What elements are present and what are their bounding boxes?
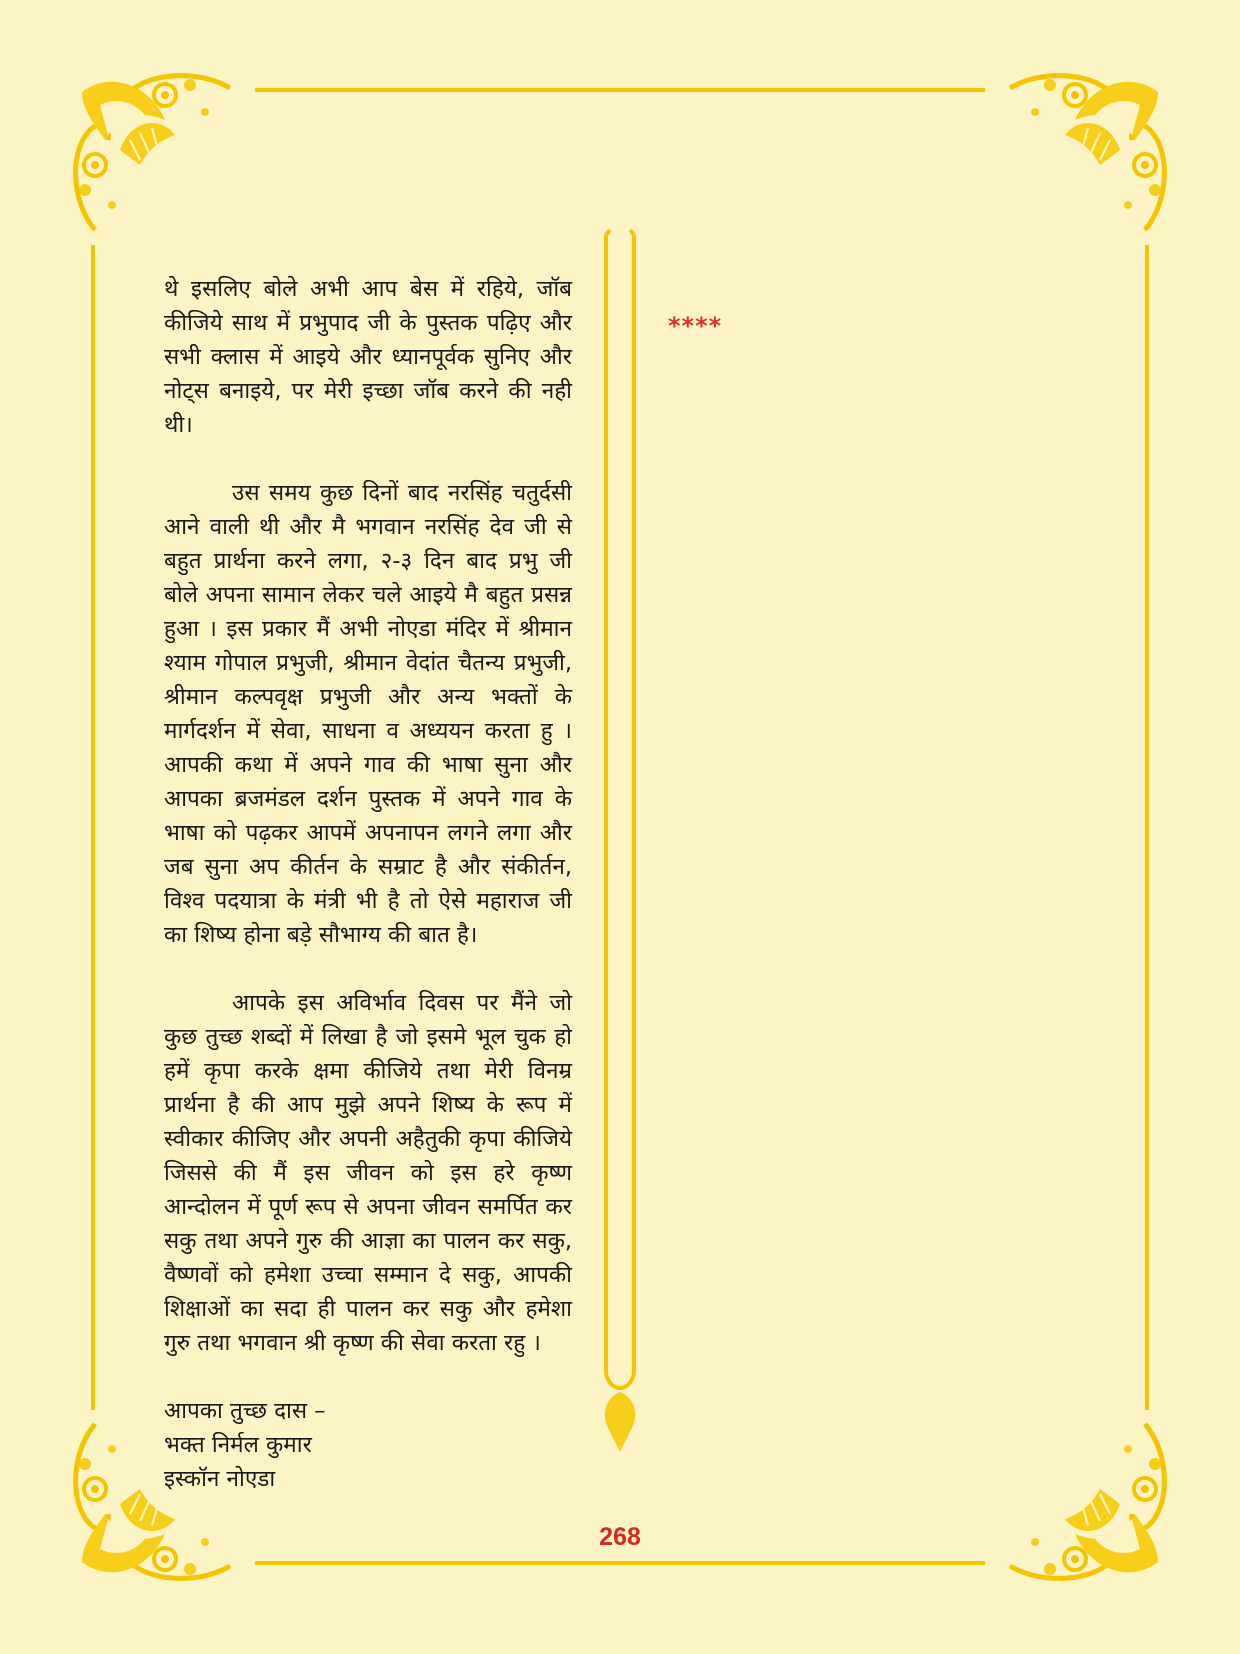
corner-ornament-bottom-right-icon — [1010, 1424, 1164, 1578]
paragraph-narsingh: उस समय कुछ दिनों बाद नरसिंह चतुर्दसी आने वाली थी और मै भगवान नरसिंह देव जी से बहुत प्रार्थना करने लगा, २-३ दिन बाद प्रभु जी बोले अपना सामान लेकर चले आइये मै बहुत प्रसन्न हुआ । इस प्रकार मैं अभी नोएडा मंदिर में श्रीमान श्याम गोपाल प्रभुजी, श्रीमान वेदांत चैतन्य प्रभुजी, श्रीमान कल्पवृक्ष प्रभुजी और अन्य भक्तों के मार्गदर्शन में सेवा, साधना व अध्ययन करता हु । आपकी कथा में अपने गाव की भाषा सुना और आपका ब्रजमंडल दर्शन पुस्तक में अपने गाव के भाषा को पढ़कर आपमें अपनापन लगने लगा और जब सुना अप कीर्तन के सम्राट है और संकीर्तन, विश्व पदयात्रा के मंत्री भी है तो ऐसे महाराज जी का शिष्य होना बड़े सौभाग्य की बात है। — [164, 480, 572, 948]
corner-ornament-top-left-icon — [76, 76, 230, 230]
page-number: 268 — [599, 1523, 641, 1551]
column-divider-icon — [605, 230, 635, 1452]
section-separator: **** — [668, 312, 723, 340]
signoff-location: इस्कॉन नोएडा — [164, 1466, 276, 1492]
left-text-column — [164, 272, 572, 1496]
paragraph-prayer: आपके इस अविर्भाव दिवस पर मैंने जो कुछ तुच्छ शब्दों में लिखा है जो इसमे भूल चुक हो हमें कृपा करके क्षमा कीजिये तथा मेरी विनम्र प्रार्थना है की आप मुझे अपने शिष्य के रूप में स्वीकार कीजिए और अपनी अहैतुकी कृपा कीजिये जिससे की मैं इस जीवन को इस हरे कृष्ण आन्दोलन में पूर्ण रूप से अपना जीवन समर्पित कर सकु तथा अपने गुरु की आज्ञा का पालन कर सकु, वैष्णवों को हमेशा उच्चा सम्मान दे सकु, आपकी शिक्षाओं का सदा ही पालन कर सकु और हमेशा गुरु तथा भगवान श्री कृष्ण की सेवा करता रहु । — [164, 990, 572, 1356]
paragraph-continuation: थे इसलिए बोले अभी आप बेस में रहिये, जॉब कीजिये साथ में प्रभुपाद जी के पुस्तक पढ़िए और सभी क्लास में आइये और ध्यानपूर्वक सुनिए और नोट्स बनाइये, पर मेरी इच्छा जॉब करने की नही थी। — [164, 276, 572, 438]
signoff-author: भक्त निर्मल कुमार — [164, 1432, 312, 1458]
corner-ornament-top-right-icon — [1010, 76, 1164, 230]
signoff-block — [164, 1394, 572, 1496]
signoff-line: आपका तुच्छ दास – — [164, 1398, 326, 1424]
